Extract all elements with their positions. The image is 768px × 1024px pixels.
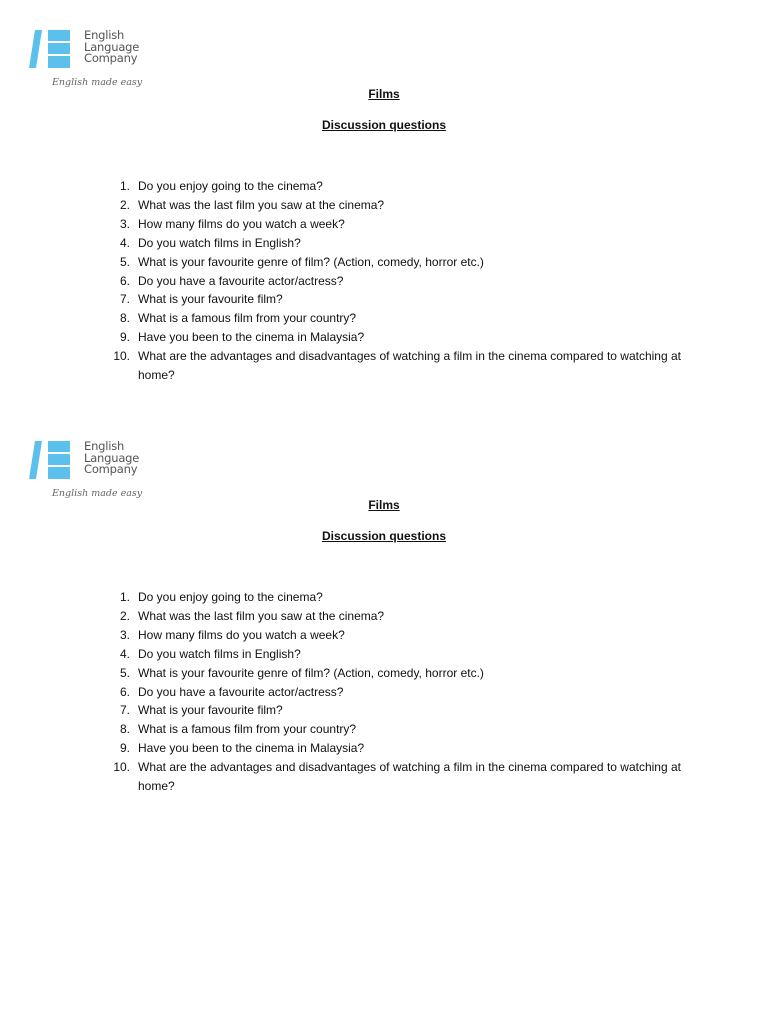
page-subtitle: Discussion questions (321, 529, 447, 543)
question-item (108, 177, 688, 196)
question-text: What is a famous film from your country? (138, 311, 357, 326)
question-item (108, 347, 688, 385)
question-item (108, 626, 688, 645)
question-number: 4. (119, 646, 130, 661)
question-number: 9. (119, 741, 130, 756)
logo-line-3: Company (84, 51, 138, 65)
question-text: What is your favourite film? (138, 703, 283, 718)
logo-books-icon (28, 441, 78, 481)
page-title: Films (368, 498, 400, 512)
question-text: What is your favourite genre of film? (Action, comedy, horror etc.) (138, 254, 484, 269)
question-number: 5. (119, 254, 130, 269)
question-list (108, 177, 688, 385)
question-text: What is a famous film from your country? (138, 722, 357, 737)
question-text: Do you enjoy going to the cinema? (138, 179, 323, 193)
question-item (108, 196, 688, 215)
question-item (108, 290, 688, 309)
question-list (108, 588, 688, 796)
question-text: What is your favourite genre of film? (Action, comedy, horror etc.) (138, 665, 484, 680)
question-text: What was the last film you saw at the cinema? (138, 608, 385, 623)
question-item (108, 253, 688, 272)
question-item (108, 215, 688, 234)
question-number: 1. (119, 179, 130, 193)
question-text: What are the advantages and disadvantages of watching a film in the cinema compared to watching at home? (138, 760, 681, 794)
question-text: How many films do you watch a week? (138, 216, 345, 231)
question-text: Do you have a favourite actor/actress? (138, 273, 344, 288)
logo-tagline: English made easy (52, 488, 143, 499)
question-text: Do you enjoy going to the cinema? (138, 590, 323, 604)
question-item (108, 720, 688, 739)
question-number: 1. (119, 590, 130, 604)
question-item (108, 739, 688, 758)
question-item (108, 758, 688, 796)
question-item (108, 234, 688, 253)
question-text: Have you been to the cinema in Malaysia? (138, 330, 365, 345)
question-number: 3. (119, 216, 130, 231)
question-text: Do you watch films in English? (138, 235, 301, 250)
question-item (108, 664, 688, 683)
question-item (108, 701, 688, 720)
logo-wordmark (84, 30, 139, 65)
page-subtitle: Discussion questions (321, 118, 447, 132)
question-number: 4. (119, 235, 130, 250)
logo-books-icon (28, 30, 78, 70)
question-text: What was the last film you saw at the cinema? (138, 197, 385, 212)
question-item (108, 328, 688, 347)
logo-line-2: Language (84, 39, 140, 54)
question-text: Do you watch films in English? (138, 646, 301, 661)
question-number: 6. (119, 684, 130, 699)
question-item (108, 683, 688, 702)
logo-line-1: English (84, 439, 125, 453)
logo-line-3: Company (84, 462, 138, 476)
question-number: 6. (119, 273, 130, 288)
question-number: 5. (119, 665, 130, 680)
question-number: 9. (119, 330, 130, 345)
question-item (108, 645, 688, 664)
question-number: 7. (119, 292, 130, 307)
logo-tagline: English made easy (52, 77, 143, 88)
question-text: What is your favourite film? (138, 292, 283, 307)
question-item (108, 607, 688, 626)
question-text: Do you have a favourite actor/actress? (138, 684, 344, 699)
logo-line-1: English (84, 28, 125, 42)
question-item (108, 309, 688, 328)
question-number: 2. (119, 608, 130, 623)
question-text: Have you been to the cinema in Malaysia? (138, 741, 365, 756)
question-number: 10. (113, 760, 130, 775)
question-number: 2. (119, 197, 130, 212)
question-number: 8. (119, 722, 130, 737)
question-item (108, 588, 688, 607)
question-number: 3. (119, 627, 130, 642)
logo-wordmark (84, 441, 139, 476)
logo-line-2: Language (84, 450, 140, 465)
page-title: Films (368, 87, 400, 101)
question-number: 8. (119, 311, 130, 326)
question-text: What are the advantages and disadvantages of watching a film in the cinema compared to watching at home? (138, 349, 681, 383)
question-number: 7. (119, 703, 130, 718)
question-number: 10. (113, 349, 130, 364)
question-text: How many films do you watch a week? (138, 627, 345, 642)
question-item (108, 272, 688, 291)
